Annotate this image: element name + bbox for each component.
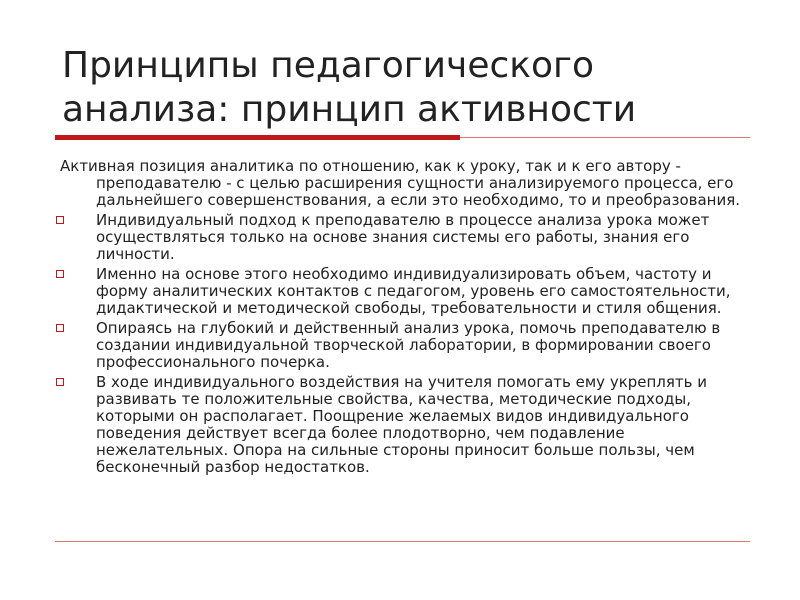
slide-title-line-1: Принципы педагогического — [62, 45, 594, 86]
hollow-square-bullet-icon — [56, 216, 64, 224]
bullet-text: Индивидуальный подход к преподавателю в процессе анализа урока может осуществляться только на основе знания системы его работы, знания его личности. — [96, 211, 710, 263]
bullet-item — [60, 320, 750, 371]
title-divider-accent — [55, 135, 460, 140]
bullet-text: В ходе индивидуального воздействия на учителя помогать ему укреплять и развивать те положительные свойства, качества, методические подходы, которыми он располагает. Поощрение желаемых видов индивидуального поведения действует всегда более плодотворно, чем подавление нежелательных. Опора на сильные стороны приносит больше пользы, чем бесконечный разбор недостатков. — [96, 373, 708, 476]
hollow-square-bullet-icon — [56, 324, 64, 332]
footer-divider — [55, 541, 750, 542]
bullet-text: Именно на основе этого необходимо индивидуализировать объем, частоту и форму аналитических контактов с педагогом, уровень его самостоятельности, дидактической и методической свободы, требовательности и стиля общения. — [96, 265, 731, 317]
hollow-square-bullet-icon — [56, 378, 64, 386]
slide-body — [60, 158, 750, 479]
bullet-item — [60, 212, 750, 263]
bullet-text: Опираясь на глубокий и действенный анализ урока, помочь преподавателю в создании индивидуальной творческой лаборатории, в формировании своего профессионального почерка. — [96, 319, 721, 371]
slide-title — [62, 44, 762, 132]
bullet-item — [60, 374, 750, 476]
bullet-item — [60, 266, 750, 317]
hollow-square-bullet-icon — [56, 270, 64, 278]
intro-paragraph: Активная позиция аналитика по отношению, как к уроку, так и к его автору - преподавателю - с целью расширения сущности анализируемого процесса, его дальнейшего совершенствования, а если это необходимо, то и преобразования. — [60, 157, 741, 209]
slide-title-line-2: анализа: принцип активности — [62, 89, 637, 130]
